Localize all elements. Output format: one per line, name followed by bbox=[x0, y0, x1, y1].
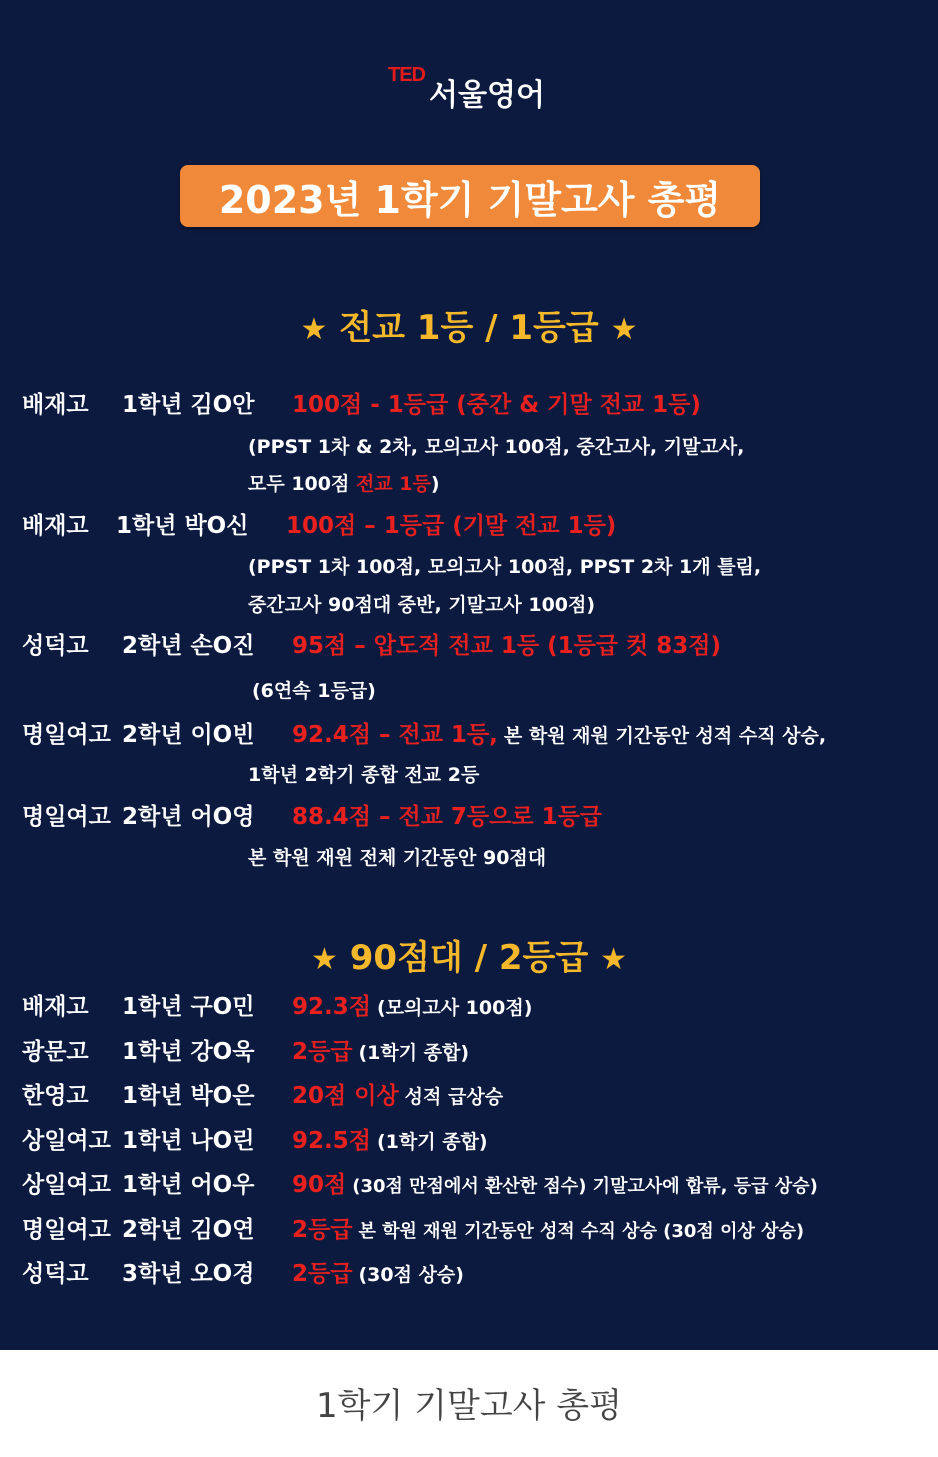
result-highlight: 92.3점 bbox=[292, 994, 371, 1020]
note-text: ) bbox=[430, 473, 440, 495]
school-name: 한영고 bbox=[22, 1083, 89, 1109]
title-banner bbox=[180, 165, 760, 227]
note-highlight: 전교 1등 bbox=[355, 473, 431, 495]
student-name: 2학년 김O연 bbox=[122, 1217, 255, 1243]
result-row bbox=[22, 1166, 818, 1200]
note-text: 모두 100점 bbox=[248, 473, 356, 495]
result-extra: 본 학원 재원 기간동안 성적 수직 상승, bbox=[503, 725, 827, 747]
logo bbox=[388, 62, 545, 114]
result-highlight: 100점 – 1등급 (기말 전교 1등) bbox=[286, 513, 617, 539]
result-row bbox=[22, 798, 602, 832]
result-highlight: 90점 bbox=[292, 1172, 347, 1198]
star-icon: ★ bbox=[311, 942, 338, 977]
result-highlight: 20점 이상 bbox=[292, 1083, 399, 1109]
star-icon: ★ bbox=[610, 312, 638, 347]
school-name: 상일여고 bbox=[22, 1172, 111, 1198]
student-name: 1학년 박O신 bbox=[116, 513, 249, 539]
star-icon: ★ bbox=[600, 942, 627, 977]
result-row bbox=[22, 716, 826, 750]
school-name: 명일여고 bbox=[22, 804, 111, 830]
image-caption: 1학기 기말고사 총평 bbox=[316, 1386, 622, 1426]
student-name: 2학년 손O진 bbox=[122, 633, 255, 659]
result-extra: (1학기 종합) bbox=[376, 1131, 488, 1153]
result-row bbox=[22, 1211, 804, 1245]
school-name: 성덕고 bbox=[22, 1261, 89, 1287]
school-name: 배재고 bbox=[22, 994, 89, 1020]
school-name: 상일여고 bbox=[22, 1128, 111, 1154]
result-row bbox=[22, 988, 532, 1022]
section-title: 전교 1등 / 1등급 bbox=[339, 308, 599, 348]
school-name: 배재고 bbox=[22, 392, 89, 418]
result-row bbox=[22, 386, 701, 420]
result-row bbox=[22, 1077, 503, 1111]
student-name: 1학년 어O우 bbox=[122, 1172, 255, 1198]
student-name: 1학년 구O민 bbox=[122, 994, 255, 1020]
result-extra: (모의고사 100점) bbox=[376, 997, 533, 1019]
result-note: (6연속 1등급) bbox=[252, 680, 376, 702]
result-highlight: 92.5점 bbox=[292, 1128, 371, 1154]
student-name: 1학년 김O안 bbox=[122, 392, 255, 418]
star-icon: ★ bbox=[300, 312, 328, 347]
logo-ted-mark: TED bbox=[388, 64, 425, 86]
section-title: 90점대 / 2등급 bbox=[349, 938, 589, 978]
result-row bbox=[22, 507, 616, 541]
result-note: (PPST 1차 100점, 모의고사 100점, PPST 2차 1개 틀림, bbox=[248, 556, 762, 578]
result-note: 1학년 2학기 종합 전교 2등 bbox=[248, 764, 480, 786]
result-highlight: 2등급 bbox=[292, 1039, 353, 1065]
student-name: 1학년 나O린 bbox=[122, 1128, 255, 1154]
section-heading-first bbox=[0, 300, 938, 349]
result-row bbox=[22, 1255, 464, 1289]
result-note: 중간고사 90점대 중반, 기말고사 100점) bbox=[248, 594, 596, 616]
student-name: 3학년 오O경 bbox=[122, 1261, 255, 1287]
result-highlight: 92.4점 – 전교 1등, bbox=[292, 722, 498, 748]
result-extra: (30점 상승) bbox=[358, 1264, 464, 1286]
result-row bbox=[22, 1033, 469, 1067]
result-highlight: 2등급 bbox=[292, 1261, 353, 1287]
result-highlight: 2등급 bbox=[292, 1217, 353, 1243]
student-name: 1학년 강O욱 bbox=[122, 1039, 255, 1065]
school-name: 광문고 bbox=[22, 1039, 89, 1065]
student-name: 1학년 박O은 bbox=[122, 1083, 255, 1109]
result-note: 본 학원 재원 전체 기간동안 90점대 bbox=[248, 847, 547, 869]
result-extra: 본 학원 재원 기간동안 성적 수직 상승 (30점 이상 상승) bbox=[358, 1221, 805, 1242]
result-row bbox=[22, 627, 721, 661]
result-note: (PPST 1차 & 2차, 모의고사 100점, 중간고사, 기말고사, bbox=[248, 436, 745, 458]
result-extra: 성적 급상승 bbox=[404, 1086, 504, 1108]
school-name: 배재고 bbox=[22, 513, 89, 539]
result-highlight: 95점 – 압도적 전교 1등 (1등급 컷 83점) bbox=[292, 633, 721, 659]
school-name: 명일여고 bbox=[22, 1217, 111, 1243]
student-name: 2학년 이O빈 bbox=[122, 722, 255, 748]
logo-name: 서울영어 bbox=[429, 78, 545, 113]
result-highlight: 100점 - 1등급 (중간 & 기말 전교 1등) bbox=[292, 392, 701, 418]
student-name: 2학년 어O영 bbox=[122, 804, 255, 830]
result-note bbox=[248, 469, 440, 496]
result-extra: (30점 만점에서 환산한 점수) 기말고사에 합류, 등급 상승) bbox=[352, 1176, 818, 1197]
school-name: 성덕고 bbox=[22, 633, 89, 659]
banner-title: 2023년 1학기 기말고사 총평 bbox=[218, 177, 722, 222]
result-highlight: 88.4점 – 전교 7등으로 1등급 bbox=[292, 804, 603, 830]
school-name: 명일여고 bbox=[22, 722, 111, 748]
result-row bbox=[22, 1122, 488, 1156]
result-extra: (1학기 종합) bbox=[358, 1042, 470, 1064]
section-heading-second bbox=[0, 930, 938, 979]
